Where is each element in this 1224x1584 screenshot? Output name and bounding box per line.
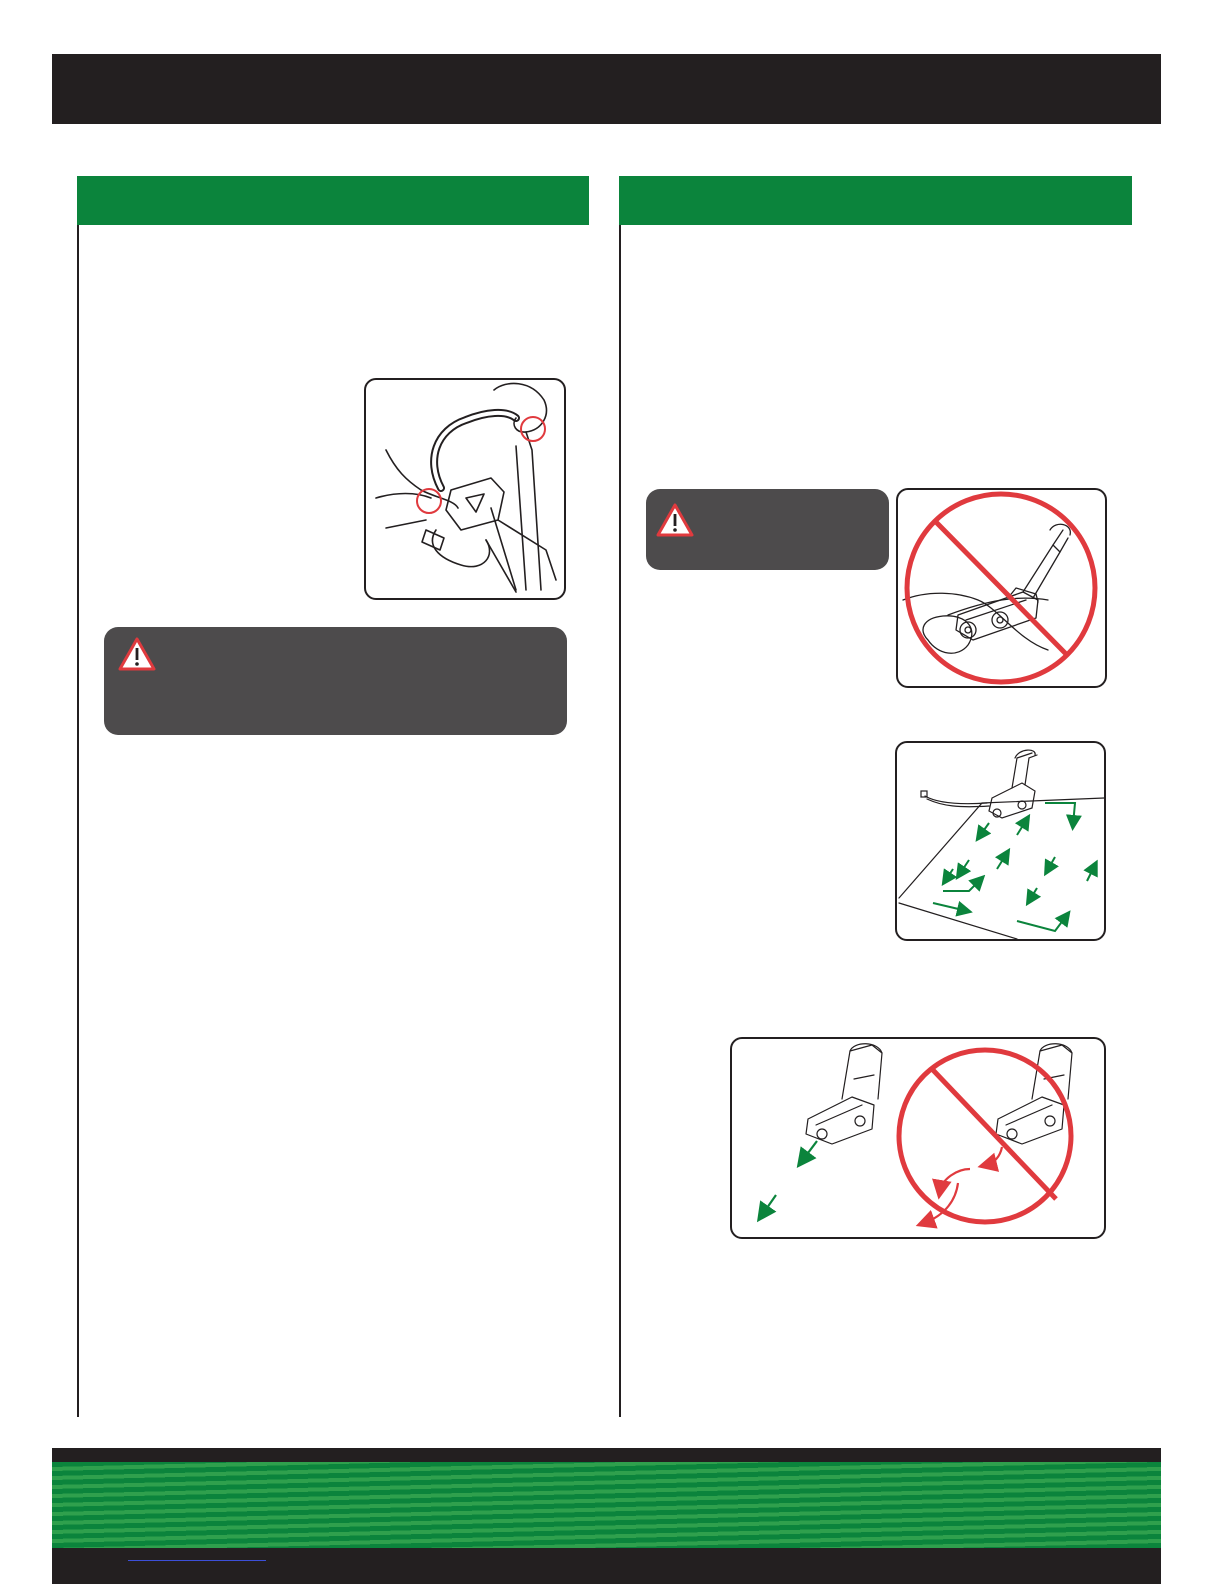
warning-triangle-icon xyxy=(118,637,156,671)
prohibition-slash xyxy=(935,521,1068,656)
prohibition-circle-icon xyxy=(899,1050,1071,1222)
mowing-direction-drawing xyxy=(732,1039,1104,1237)
cord-connection-illustration xyxy=(364,378,566,600)
prohibition-slash xyxy=(932,1069,1056,1199)
right-column-rule xyxy=(619,225,621,1417)
arrow-icon xyxy=(940,1169,970,1191)
left-column-rule xyxy=(77,225,79,1417)
prohibited-mower-drawing xyxy=(898,490,1105,686)
right-warning-box xyxy=(646,489,889,570)
warning-triangle-icon xyxy=(656,503,694,537)
right-section-header xyxy=(619,176,1132,225)
arrow-icon xyxy=(986,1147,1002,1165)
top-banner xyxy=(52,54,1161,124)
prohibited-mower-slope-illustration xyxy=(896,488,1107,688)
footer-link-underline xyxy=(128,1560,266,1561)
mowing-direction-illustration xyxy=(730,1037,1106,1239)
callout-circle-1 xyxy=(521,417,545,441)
arrow-icon xyxy=(762,1195,776,1215)
footer-grass-stripes xyxy=(52,1462,1161,1548)
mowing-pattern-illustration xyxy=(895,741,1106,941)
left-section-header xyxy=(77,176,589,225)
callout-circle-2 xyxy=(417,489,441,513)
cord-connection-drawing xyxy=(366,380,564,598)
arrow-icon xyxy=(802,1141,817,1161)
mowing-pattern-drawing xyxy=(897,743,1104,939)
left-warning-box xyxy=(104,627,567,735)
